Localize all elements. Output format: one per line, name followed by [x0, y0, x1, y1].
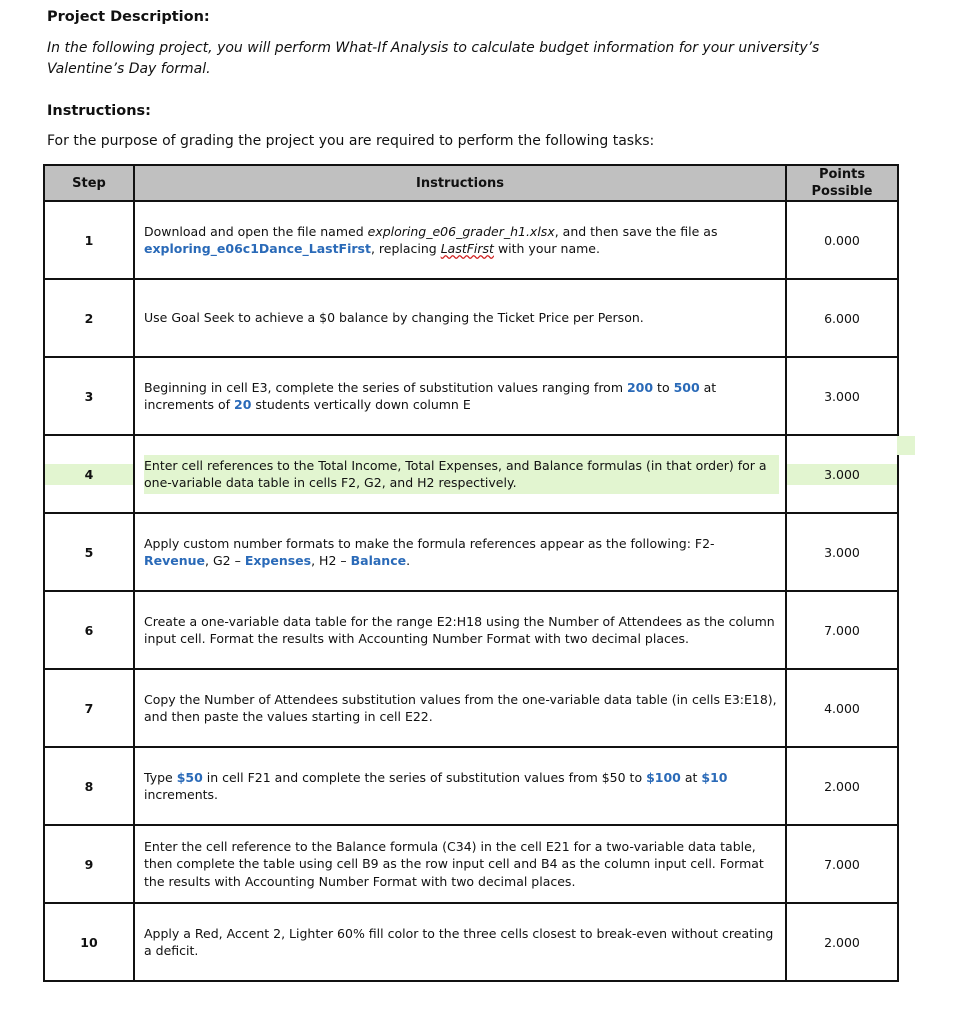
step-cell [44, 825, 134, 903]
step-number: 4 [45, 464, 133, 485]
instruction-text-segment: $10 [701, 769, 728, 785]
points-value: 3.000 [824, 544, 860, 560]
instruction-text-segment: LastFirst [440, 241, 494, 256]
instruction-text-segment: Apply custom number formats to make the formula references appear as the following: F2- [144, 535, 715, 551]
step-cell [44, 435, 134, 513]
table-row [44, 591, 898, 669]
instruction-text [144, 377, 779, 416]
points-cell [786, 435, 898, 513]
instruction-text-segment: , replacing [370, 241, 441, 256]
header-instructions: Instructions [134, 165, 786, 201]
step-cell [44, 513, 134, 591]
instruction-text-segment: Type [144, 769, 177, 785]
table-row [44, 435, 898, 513]
points-value: 7.000 [824, 622, 860, 638]
instruction-text-segment: at [680, 769, 702, 785]
step-number: 10 [80, 934, 98, 950]
highlight-bar [897, 436, 915, 455]
table-header-row [44, 165, 898, 201]
instruction-text-segment: $50 [176, 769, 203, 785]
points-cell [786, 357, 898, 435]
instruction-text-segment: Apply a Red, Accent 2, Lighter 60% fill color to the three cells closest to break-even without creating a deficit. [144, 925, 774, 958]
header-points-line1: Points [818, 167, 866, 182]
points-cell [786, 591, 898, 669]
points-value: 4.000 [824, 700, 860, 716]
step-number: 3 [84, 388, 94, 404]
instruction-text-segment: exploring_e06_grader_h1.xlsx [367, 223, 555, 239]
points-cell [786, 747, 898, 825]
project-description-heading: Project Description: [47, 9, 210, 25]
instruction-text-segment: , and then save the file as [554, 223, 718, 239]
points-value: 7.000 [824, 856, 860, 872]
instruction-text-segment: Beginning in cell E3, complete the series of substitution values ranging from [144, 379, 627, 395]
points-cell [786, 825, 898, 903]
table-row [44, 513, 898, 591]
points-value: 0.000 [824, 232, 860, 248]
points-cell [786, 903, 898, 981]
instruction-text-segment: 200 [626, 379, 654, 395]
instruction-text-segment: Download and open the file named [144, 223, 368, 239]
step-cell [44, 357, 134, 435]
intro-text: For the purpose of grading the project you are required to perform the following tasks: [47, 133, 655, 149]
instruction-text-segment: students vertically down column E [251, 397, 471, 412]
points-value: 6.000 [824, 310, 860, 326]
instruction-text [144, 221, 779, 260]
step-number: 8 [84, 778, 94, 794]
instruction-text [144, 689, 779, 728]
step-cell [44, 903, 134, 981]
instruction-cell [134, 513, 786, 591]
instruction-text-segment: Balance [350, 553, 407, 568]
instruction-cell [134, 279, 786, 357]
table-row [44, 669, 898, 747]
header-points-line2: Possible [811, 184, 873, 199]
header-points [786, 165, 898, 201]
instruction-text-segment: . [406, 553, 411, 568]
instruction-cell [134, 591, 786, 669]
instruction-text-segment: Enter cell references to the Total Income, Total Expenses, and Balance formulas (in that order) for a one-variable data table in cells F2, G2, and H2 respectively. [144, 457, 767, 490]
instruction-text-segment: 500 [673, 379, 700, 395]
instruction-text-segment: Revenue [144, 553, 206, 568]
instruction-text-segment: Copy the Number of Attendees substitution values from the one-variable data table (in cells E3:E18), and then paste the values starting in cell E22. [144, 691, 777, 724]
table-row [44, 903, 898, 981]
instruction-cell [134, 903, 786, 981]
instruction-cell [134, 825, 786, 903]
instruction-text-segment: with your name. [493, 241, 600, 256]
instruction-cell [134, 357, 786, 435]
instruction-text-segment: in cell F21 and complete the series of substitution values from $50 to [202, 769, 647, 785]
header-step: Step [44, 165, 134, 201]
step-number: 1 [84, 232, 94, 248]
instruction-text-segment: at increments of [144, 379, 717, 412]
instruction-cell [134, 747, 786, 825]
points-value: 2.000 [824, 934, 860, 950]
step-number: 5 [84, 544, 94, 560]
table-row [44, 747, 898, 825]
points-value: 3.000 [787, 464, 897, 485]
instruction-cell [134, 201, 786, 279]
step-cell [44, 669, 134, 747]
instructions-heading: Instructions: [47, 103, 151, 119]
step-number: 7 [84, 700, 94, 716]
step-number: 9 [84, 856, 94, 872]
instruction-text-segment: Enter the cell reference to the Balance formula (C34) in the cell E21 for a two-variable data table, then complete the table using cell B9 as the row input cell and B4 as the column input cell. Format the results with Accounting Number Format with two decimal places. [144, 838, 764, 889]
points-cell [786, 513, 898, 591]
instruction-text-segment: 20 [234, 397, 252, 412]
points-cell [786, 201, 898, 279]
instruction-text-segment: Create a one-variable data table for the range E2:H18 using the Number of Attendees as the column input cell. Format the results with Accounting Number Format with two decimal places. [144, 613, 775, 646]
points-value: 3.000 [824, 388, 860, 404]
table-row [44, 357, 898, 435]
instruction-text-segment: increments. [144, 787, 218, 802]
instruction-cell [134, 669, 786, 747]
instruction-text [144, 307, 779, 329]
step-cell [44, 279, 134, 357]
instruction-text [144, 611, 779, 650]
instruction-text-segment: $100 [646, 769, 681, 785]
points-cell [786, 669, 898, 747]
instruction-text [144, 767, 779, 806]
table-row [44, 201, 898, 279]
step-cell [44, 591, 134, 669]
instruction-text-segment: Use Goal Seek to achieve a $0 balance by changing the Ticket Price per Person. [144, 310, 644, 326]
instruction-text-segment: to [653, 379, 674, 395]
instruction-text [144, 923, 779, 962]
table-row [44, 279, 898, 357]
table-row [44, 825, 898, 903]
instruction-text [144, 455, 779, 494]
instruction-text-segment: , H2 – [311, 553, 351, 568]
points-cell [786, 279, 898, 357]
instruction-text-segment: exploring_e06c1Dance_LastFirst [144, 241, 371, 256]
step-number: 6 [84, 622, 94, 638]
instruction-text [144, 533, 779, 572]
instruction-text-segment: Expenses [244, 553, 312, 568]
instruction-text [144, 836, 779, 893]
description-line-1: In the following project, you will perform What-If Analysis to calculate budget information for your university’s [47, 40, 820, 56]
instruction-cell [134, 435, 786, 513]
step-cell [44, 747, 134, 825]
description-line-2: Valentine’s Day formal. [47, 61, 211, 77]
instruction-text-segment: , G2 – [205, 553, 245, 568]
step-cell [44, 201, 134, 279]
grading-table [43, 164, 899, 982]
points-value: 2.000 [824, 778, 860, 794]
step-number: 2 [84, 310, 94, 326]
